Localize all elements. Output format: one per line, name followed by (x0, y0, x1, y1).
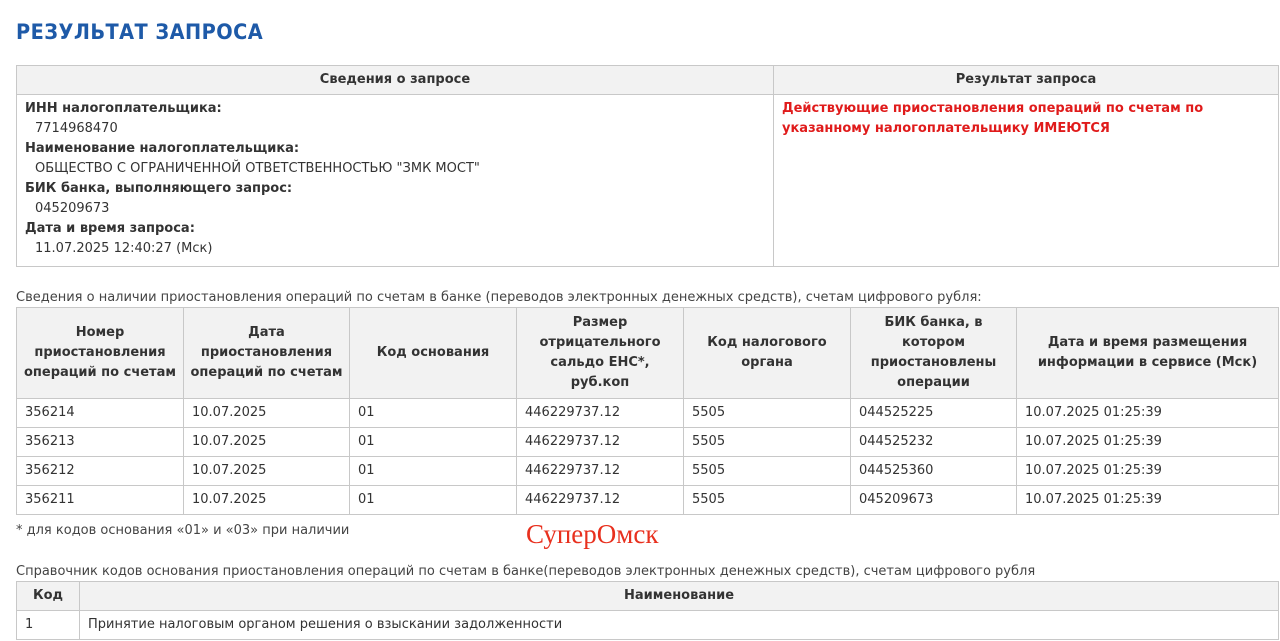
reference-caption: Справочник кодов основания приостановления операций по счетам в банке(переводов электронных денежных средств), счетам цифрового рубля (16, 564, 1036, 579)
request-datetime-label: Дата и время запроса: (25, 221, 195, 236)
inn-value: 7714968470 (35, 121, 118, 136)
suspension-date: 10.07.2025 (184, 457, 350, 486)
reference-name: Принятие налоговым органом решения о взыскании задолженности (80, 611, 1279, 640)
suspension-number: 356211 (17, 486, 184, 515)
request-result-text: Действующие приостановления операций по счетам по указанному налогоплательщику ИМЕЮТСЯ (782, 101, 1204, 136)
negative-balance: 446229737.12 (517, 428, 684, 457)
col-tax-authority-code-header: Код налогового органа (684, 308, 851, 399)
negative-balance: 446229737.12 (517, 457, 684, 486)
taxpayer-name-value: ОБЩЕСТВО С ОГРАНИЧЕННОЙ ОТВЕТСТВЕННОСТЬЮ "ЗМК МОСТ" (35, 161, 480, 176)
reference-code: 1 (17, 611, 80, 640)
basis-code: 01 (350, 428, 517, 457)
table-row (17, 457, 1279, 486)
request-result-cell (774, 95, 1279, 267)
posted-datetime: 10.07.2025 01:25:39 (1017, 486, 1279, 515)
request-table-header-row (17, 66, 1279, 95)
basis-code: 01 (350, 399, 517, 428)
negative-balance: 446229737.12 (517, 399, 684, 428)
reference-table (16, 581, 1279, 640)
col-negative-balance-header: Размер отрицательного сальдо ЕНС*, руб.коп (517, 308, 684, 399)
table-row (17, 428, 1279, 457)
tax-authority-code: 5505 (684, 457, 851, 486)
col-basis-code-header: Код основания (350, 308, 517, 399)
tax-authority-code: 5505 (684, 399, 851, 428)
taxpayer-name-label: Наименование налогоплательщика: (25, 141, 300, 156)
request-info-cell (17, 95, 774, 267)
suspensions-caption: Сведения о наличии приостановления операций по счетам в банке (переводов электронных денежных средств), счетам цифрового рубля: (16, 290, 982, 305)
bank-bik: 044525360 (851, 457, 1017, 486)
table-row (17, 486, 1279, 515)
suspension-number: 356212 (17, 457, 184, 486)
basis-code: 01 (350, 457, 517, 486)
request-result-header: Результат запроса (774, 66, 1279, 95)
col-name-header: Наименование (80, 582, 1279, 611)
posted-datetime: 10.07.2025 01:25:39 (1017, 428, 1279, 457)
request-info-header: Сведения о запросе (17, 66, 774, 95)
request-info-table (16, 65, 1279, 267)
tax-authority-code: 5505 (684, 486, 851, 515)
bank-bik-label: БИК банка, выполняющего запрос: (25, 181, 293, 196)
request-datetime-value: 11.07.2025 12:40:27 (Мск) (35, 241, 213, 256)
inn-label: ИНН налогоплательщика: (25, 101, 222, 116)
page-title: РЕЗУЛЬТАТ ЗАПРОСА (16, 20, 264, 44)
col-suspension-date-header: Дата приостановления операций по счетам (184, 308, 350, 399)
negative-balance: 446229737.12 (517, 486, 684, 515)
bank-bik-value: 045209673 (35, 201, 110, 216)
suspension-date: 10.07.2025 (184, 399, 350, 428)
basis-code: 01 (350, 486, 517, 515)
table-row (17, 399, 1279, 428)
suspensions-header-row (17, 308, 1279, 399)
watermark: СуперОмск (526, 519, 659, 549)
tax-authority-code: 5505 (684, 428, 851, 457)
col-bank-bik-header: БИК банка, в котором приостановлены операции (851, 308, 1017, 399)
request-table-body-row (17, 95, 1279, 267)
suspensions-table (16, 307, 1279, 515)
table-row (17, 611, 1279, 640)
suspension-date: 10.07.2025 (184, 428, 350, 457)
col-code-header: Код (17, 582, 80, 611)
reference-header-row (17, 582, 1279, 611)
col-suspension-number-header: Номер приостановления операций по счетам (17, 308, 184, 399)
suspension-date: 10.07.2025 (184, 486, 350, 515)
footnote: * для кодов основания «01» и «03» при наличии (16, 523, 350, 538)
suspension-number: 356214 (17, 399, 184, 428)
suspension-number: 356213 (17, 428, 184, 457)
bank-bik: 045209673 (851, 486, 1017, 515)
bank-bik: 044525225 (851, 399, 1017, 428)
posted-datetime: 10.07.2025 01:25:39 (1017, 457, 1279, 486)
posted-datetime: 10.07.2025 01:25:39 (1017, 399, 1279, 428)
bank-bik: 044525232 (851, 428, 1017, 457)
col-posted-datetime-header: Дата и время размещения информации в сервисе (Мск) (1017, 308, 1279, 399)
